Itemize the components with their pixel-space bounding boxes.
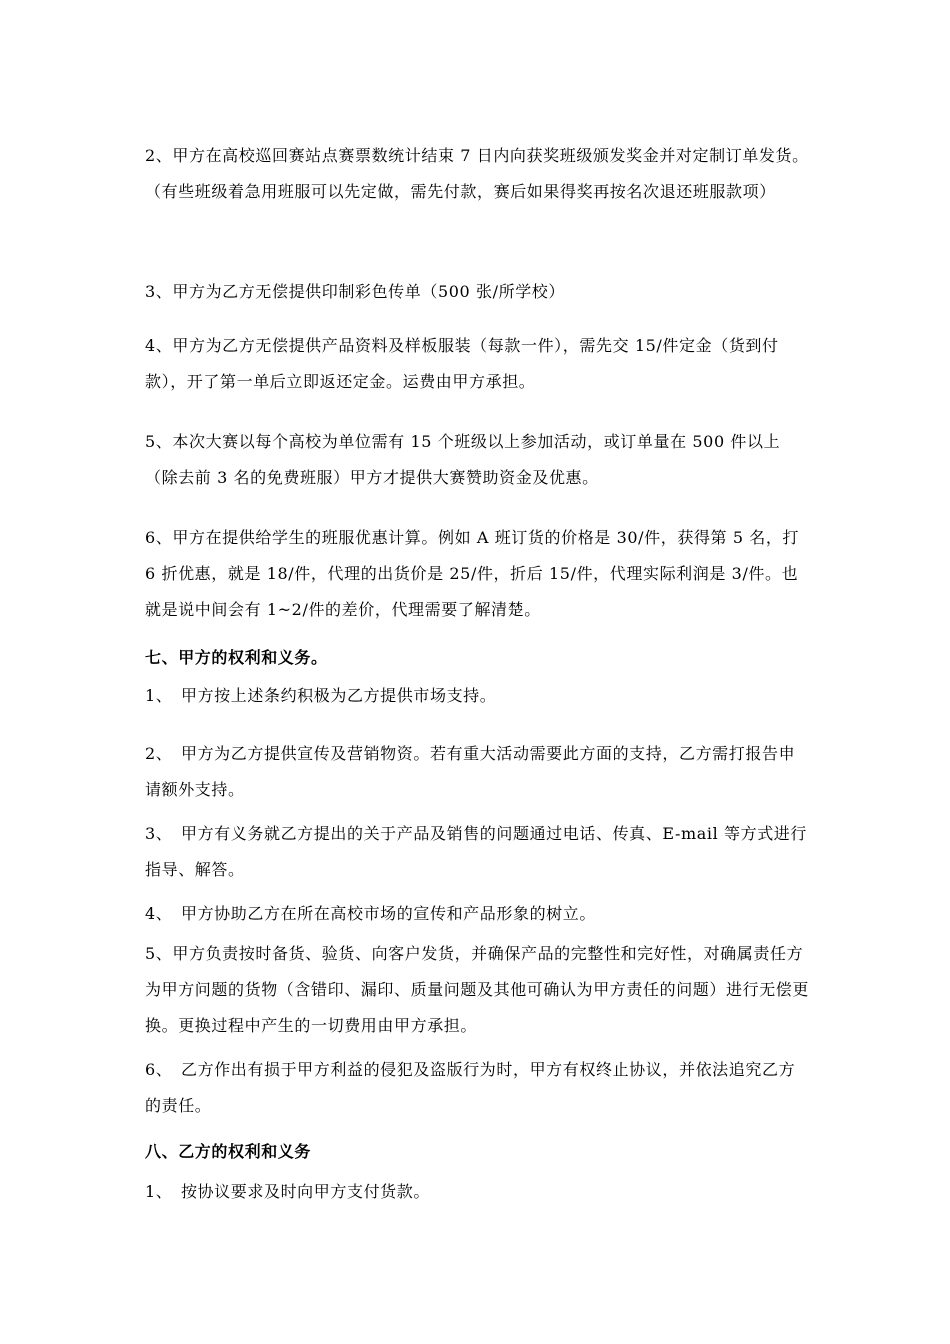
section-7-item-6: 6、 乙方作出有损于甲方利益的侵犯及盗版行为时，甲方有权终止协议，并依法追究乙方的责任。	[145, 1060, 796, 1115]
section-7-item-4: 4、 甲方协助乙方在所在高校市场的宣传和产品形象的树立。	[145, 904, 596, 923]
section-7-item-1: 1、 甲方按上述条约积极为乙方提供市场支持。	[145, 686, 497, 705]
paragraph-item-2: 2、甲方在高校巡回赛站点赛票数统计结束 7 日内向获奖班级颁发奖金并对定制订单发货。（有些班级着急用班服可以先定做，需先付款，赛后如果得奖再按名次退还班服款项）	[145, 146, 809, 201]
paragraph-item-4: 4、甲方为乙方无偿提供产品资料及样板服装（每款一件），需先交 15/件定金（货到付款），开了第一单后立即返还定金。运费由甲方承担。	[145, 336, 779, 391]
section-7-item-2: 2、 甲方为乙方提供宣传及营销物资。若有重大活动需要此方面的支持，乙方需打报告申请额外支持。	[145, 744, 796, 799]
section-7-heading: 七、甲方的权利和义务。	[145, 648, 328, 667]
section-8-heading: 八、乙方的权利和义务	[145, 1142, 312, 1161]
section-7-item-3: 3、 甲方有义务就乙方提出的关于产品及销售的问题通过电话、传真、E-mail 等方式进行指导、解答。	[145, 824, 807, 879]
paragraph-item-3: 3、甲方为乙方无偿提供印制彩色传单（500 张/所学校）	[145, 282, 565, 301]
paragraph-item-6: 6、甲方在提供给学生的班服优惠计算。例如 A 班订货的价格是 30/件，获得第 5 名，打 6 折优惠，就是 18/件，代理的出货价是 25/件，折后 15/件，代理实际利润是 3/件。也就是说中间会有 1~2/件的差价，代理需要了解清楚。	[145, 528, 805, 619]
section-8-item-1: 1、 按协议要求及时向甲方支付货款。	[145, 1182, 430, 1201]
paragraph-item-5: 5、本次大赛以每个高校为单位需有 15 个班级以上参加活动，或订单量在 500 件以上（除去前 3 名的免费班服）甲方才提供大赛赞助资金及优惠。	[145, 432, 781, 487]
section-7-item-5: 5、甲方负责按时备货、验货、向客户发货，并确保产品的完整性和完好性，对确属责任方为甲方问题的货物（含错印、漏印、质量问题及其他可确认为甲方责任的问题）进行无偿更换。更换过程中产生的一切费用由甲方承担。	[145, 944, 810, 1035]
